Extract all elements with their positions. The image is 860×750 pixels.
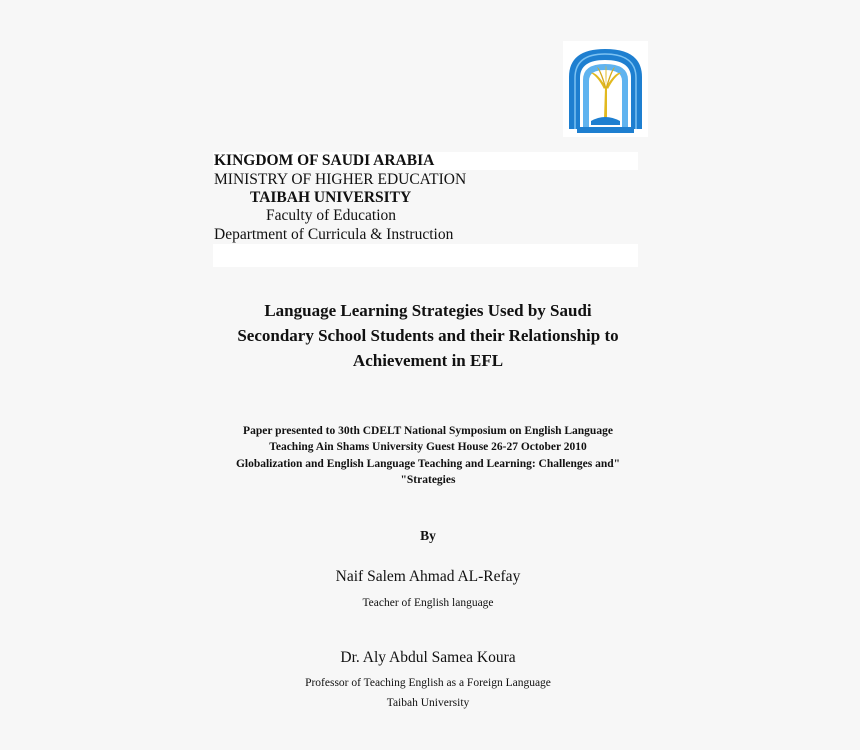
author-role: Teacher of English language [362,597,494,609]
university-logo [563,41,648,137]
presentation-info [213,423,643,489]
paper-title-line: Secondary School Students and their Relationship to [237,326,619,345]
paper-title-line: Achievement in EFL [352,351,504,370]
presentation-info-line: "Strategies [400,474,456,487]
author-institution: Taibah University [386,697,470,709]
paper-title-line: Language Learning Strategies Used by Saudi [264,301,592,320]
author-name: Dr. Aly Abdul Samea Koura [340,649,516,666]
header-ministry: MINISTRY OF HIGHER EDUCATION [214,171,467,188]
header-blank-band [213,244,638,267]
author-name: Naif Salem Ahmad AL-Refay [335,568,521,585]
taibah-university-logo-icon [563,41,648,137]
header-faculty: Faculty of Education [266,207,396,224]
author-role: Professor of Teaching English as a Foreign Language [305,677,551,689]
header-university: TAIBAH UNIVERSITY [250,189,412,206]
presentation-info-line: Teaching Ain Shams University Guest House 26-27 October 2010 [269,441,587,454]
header-kingdom: KINGDOM OF SAUDI ARABIA [214,152,435,169]
header-department: Department of Curricula & Instruction [214,226,454,243]
presentation-info-line: Paper presented to 30th CDELT National Symposium on English Language [243,425,613,437]
paper-title [213,298,643,373]
presentation-info-line: Globalization and English Language Teaching and Learning: Challenges and" [235,457,621,470]
by-label: By [420,528,436,543]
